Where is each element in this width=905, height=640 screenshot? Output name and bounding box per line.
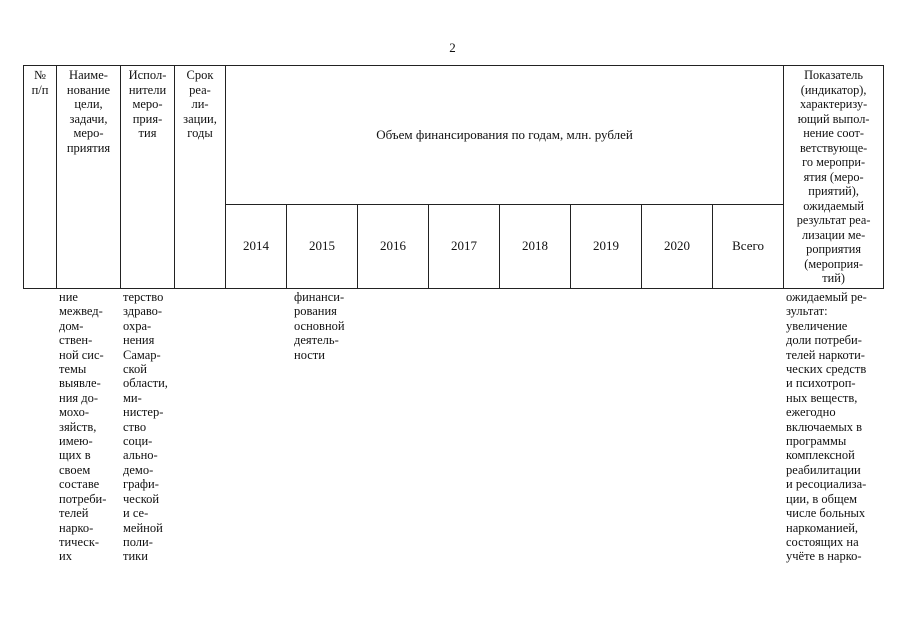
header-funding: Объем финансирования по годам, млн. рублей [226, 66, 784, 205]
header-indicator: Показатель (индикатор), характеризу- ющий выпол- нение соот- ветствующе- го меропри- ятия (меро- приятий), ожидаемый результат реа- лизации ме- роприятия (мероприя- тий) [784, 66, 884, 289]
body-name-cell: ние межвед- дом- ствен- ной сис- темы выявле- ния до- мохо- зяйств, имею- щих в своем составе потреби- телей нарко- тическ- их [59, 290, 107, 564]
body-executors-cell: терство здраво- охра- нения Самар- ской области, ми- нистер- ство соци- ально- демо- графи- ческой и се- мейной поли- тики [123, 290, 168, 564]
body-funding-note: финанси- рования основной деятель- ности [294, 290, 345, 362]
header-term: Срок реа- ли- зации, годы [175, 66, 226, 289]
year-2016: 2016 [358, 205, 429, 289]
body-indicator-cell: ожидаемый ре- зультат: увеличение доли потреби- телей наркоти- ческих средств и психотроп- ных веществ, ежегодно включаемых в программы комплексной реабилитации и ресоциализа- ции, в общем числе больных наркоманией, состоящих на учёте в нарко- [786, 290, 867, 564]
year-2018: 2018 [500, 205, 571, 289]
header-number: № п/п [24, 66, 57, 289]
financing-table-header [23, 65, 884, 289]
year-2014: 2014 [226, 205, 287, 289]
year-2020: 2020 [642, 205, 713, 289]
year-2019: 2019 [571, 205, 642, 289]
header-executors: Испол- нители меро- прия- тия [121, 66, 175, 289]
header-name: Наиме- нование цели, задачи, меро- приятия [57, 66, 121, 289]
year-total: Всего [713, 205, 784, 289]
year-2017: 2017 [429, 205, 500, 289]
page-number: 2 [449, 40, 456, 55]
year-2015: 2015 [287, 205, 358, 289]
